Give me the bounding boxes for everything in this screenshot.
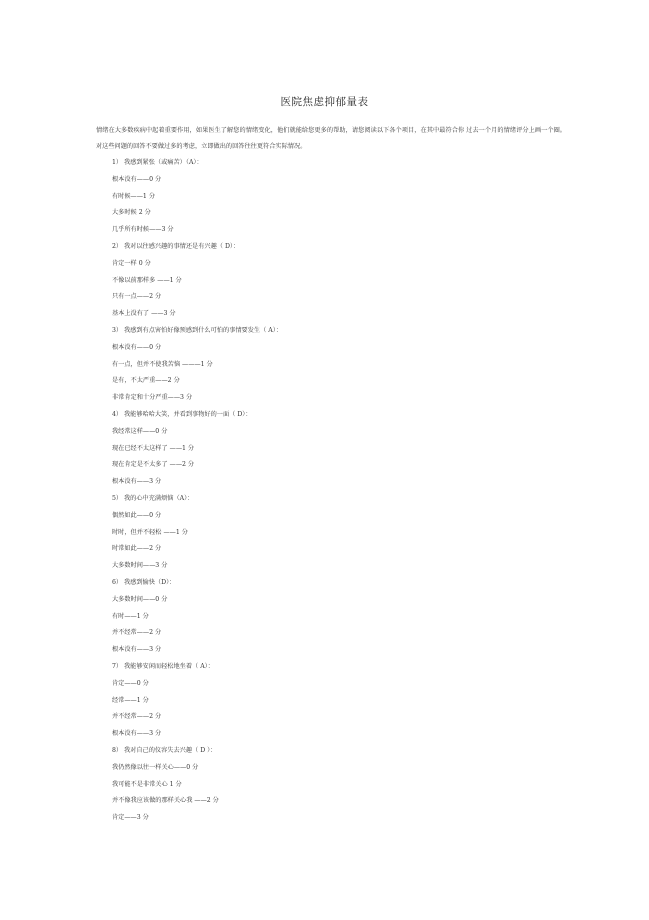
answer-option: 我经常这样——0 分: [112, 427, 168, 435]
answer-option: 并不像我应该做的那样关心我 ——2 分: [112, 797, 219, 805]
question-1: [112, 158, 203, 168]
question-text: 我感到紧张（或痛苦）（A）：: [124, 159, 203, 166]
question-4: [112, 410, 252, 420]
question-number: 7）: [112, 663, 123, 670]
answer-option: 并不经常——2 分: [112, 629, 162, 637]
question-6: [112, 578, 175, 588]
question-7: [112, 662, 214, 672]
answer-option: 时常如此——2 分: [112, 545, 162, 553]
answer-option: 大多数时间——0 分: [112, 595, 168, 603]
question-text: 我对自己的仪容失去兴趣（ D ）：: [124, 747, 217, 754]
question-3: [112, 326, 282, 336]
question-text: 我感到有点害怕好像预感到什么可怕的事情要发生（ A）：: [124, 327, 283, 334]
document-title: 医院焦虑抑郁量表: [280, 96, 369, 108]
question-number: 2）: [112, 243, 123, 250]
question-number: 3）: [112, 327, 123, 334]
question-text: 我的心中充满烦恼（A）：: [124, 495, 194, 502]
question-text: 我能够安闲而轻松地坐着（ A）：: [124, 663, 214, 670]
answer-option: 有时候——1 分: [112, 192, 156, 200]
answer-option: 只有一点——2 分: [112, 293, 162, 301]
answer-option: 根本没有——3 分: [112, 478, 162, 486]
answer-option: 我仍然像以往一样关心——0 分: [112, 763, 199, 771]
answer-option: 偶然如此——0 分: [112, 511, 162, 519]
question-2: [112, 242, 239, 252]
answer-option: 不像以前那样多 ——1 分: [112, 276, 182, 284]
answer-option: 并不经常——2 分: [112, 713, 162, 721]
question-number: 6）: [112, 579, 123, 586]
answer-option: 肯定——0 分: [112, 679, 149, 687]
answer-option: 大多数时间——3 分: [112, 562, 168, 570]
answer-option: 时时，但并不轻松 ——1 分: [112, 528, 188, 536]
answer-option: 根本没有——0 分: [112, 343, 162, 351]
answer-option: 经常——1 分: [112, 696, 149, 704]
answer-option: 现在肯定是不太多了 ——2 分: [112, 461, 195, 469]
answer-option: 根本没有——0 分: [112, 175, 162, 183]
answer-option: 有一点，但并不使我苦恼 ———1 分: [112, 360, 213, 368]
answer-option: 是有，不太严重——2 分: [112, 377, 180, 385]
answer-option: 有时——1 分: [112, 612, 149, 620]
question-5: [112, 494, 193, 504]
question-number: 4）: [112, 411, 123, 418]
answer-option: 非常肯定和十分严重——3 分: [112, 394, 193, 402]
intro-paragraph: 情绪在大多数疾病中起着重要作用，如果医生了解您的情绪变化，他们就能给您更多的帮助，请您阅读以下各个项目，在其中最符合你 过去一个月的情绪评分上画一个圈。对这些问题的回答不要做过多的考虑，立即做出的回答往往更符合实际情况。: [96, 127, 566, 150]
question-text: 我感到愉快（D）：: [124, 579, 176, 586]
answer-option: 根本没有——3 分: [112, 646, 162, 654]
answer-option: 肯定一样 0 分: [112, 259, 151, 267]
question-text: 我对以往感兴趣的事情还是有兴趣（ D）：: [124, 243, 240, 250]
question-number: 1）: [112, 159, 123, 166]
question-number: 8）: [112, 747, 123, 754]
question-8: [112, 746, 216, 756]
question-text: 我能够哈哈大笑，并看到事物好的一面（ D）：: [124, 411, 252, 418]
question-number: 5）: [112, 495, 123, 502]
answer-option: 肯定——3 分: [112, 814, 149, 822]
answer-option: 大多时候 2 分: [112, 209, 151, 217]
answer-option: 现在已经不太这样了 ——1 分: [112, 444, 195, 452]
answer-option: 根本没有——3 分: [112, 730, 162, 738]
answer-option: 几乎所有时候——3 分: [112, 226, 174, 234]
answer-option: 基本上没有了 ——3 分: [112, 310, 176, 318]
answer-option: 我可能不是非常关心 1 分: [112, 780, 182, 788]
